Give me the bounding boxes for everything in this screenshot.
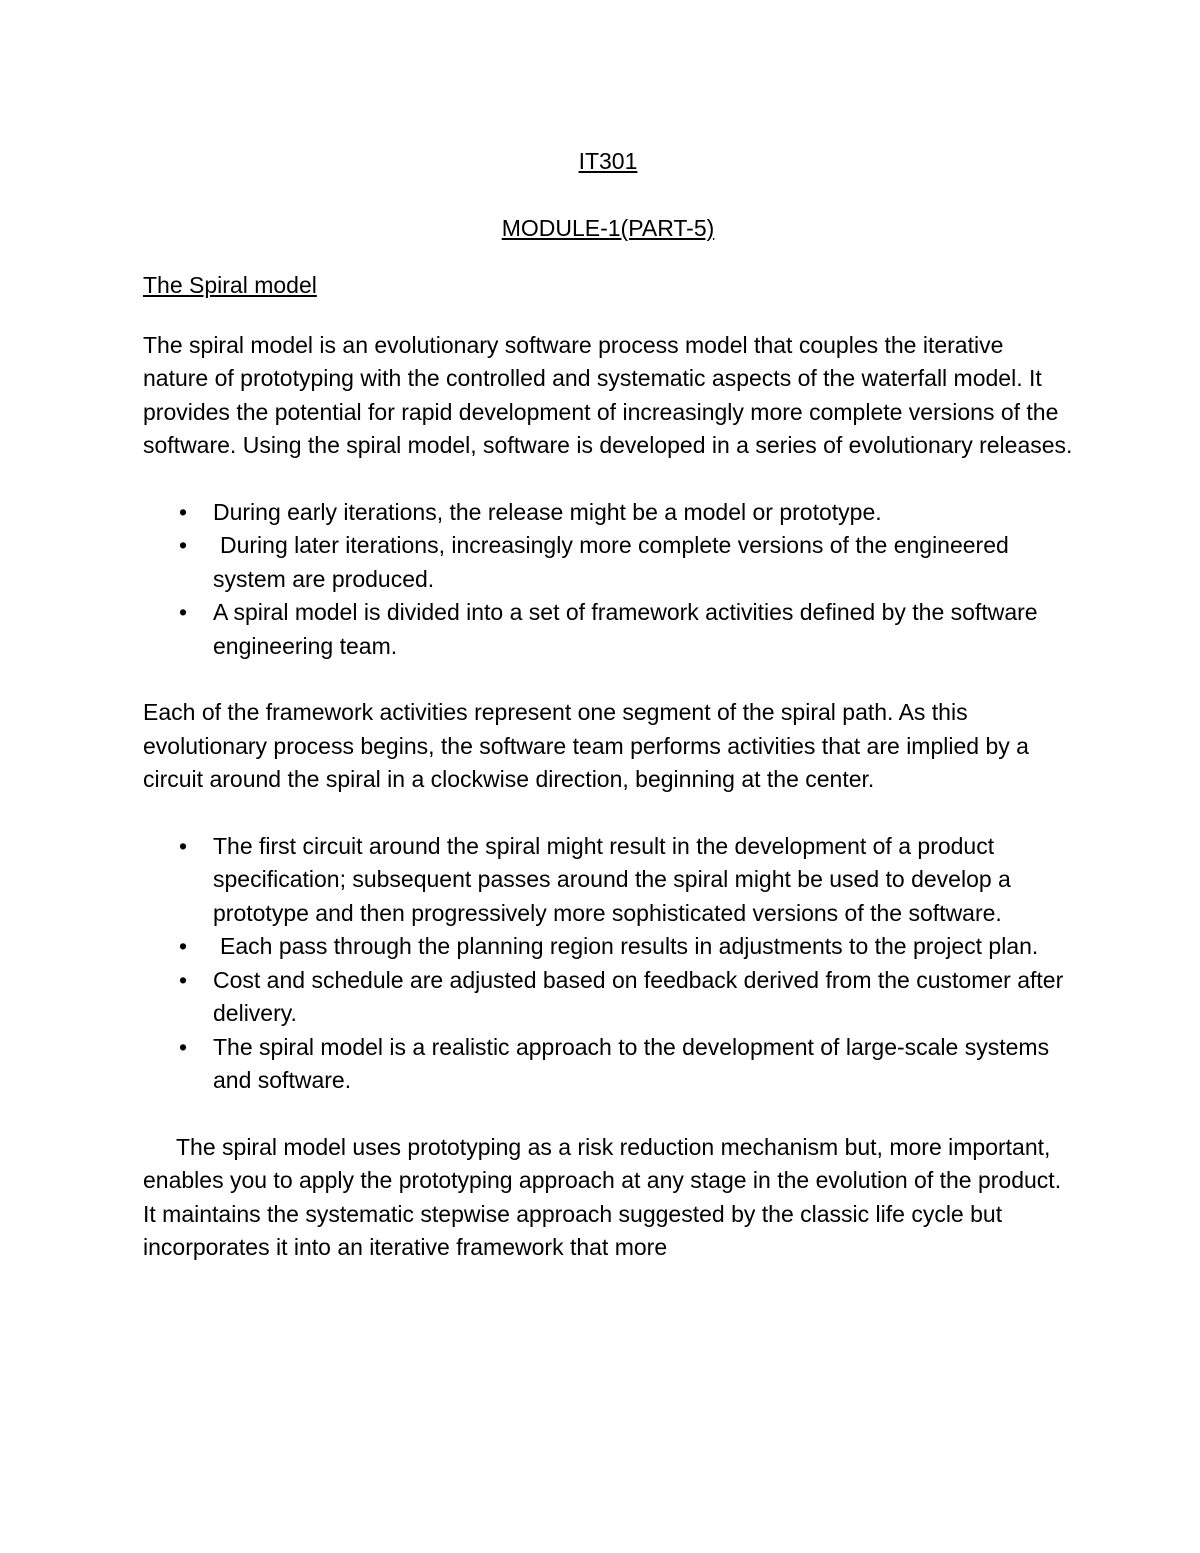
document-body	[143, 145, 1073, 1265]
bullet-icon: •	[178, 1033, 188, 1060]
list-item-text: The first circuit around the spiral might result in the development of a product specification; subsequent passes around the spiral might be used to develop a prototype and then progressively more sophisticated versions of the software.	[213, 832, 1011, 926]
bullet-list-iterations	[143, 496, 1073, 664]
module-heading: MODULE-1(PART-5)	[501, 214, 715, 241]
list-item	[143, 529, 1073, 596]
list-item-text: A spiral model is divided into a set of framework activities defined by the software engineering team.	[213, 599, 1038, 659]
list-item-text: Cost and schedule are adjusted based on feedback derived from the customer after delivery.	[213, 966, 1064, 1026]
course-code-heading: IT301	[578, 148, 638, 174]
list-item-text: During early iterations, the release might be a model or prototype.	[213, 498, 882, 525]
bullet-icon: •	[178, 832, 188, 859]
bullet-icon: •	[178, 498, 188, 525]
list-item	[143, 496, 1073, 530]
list-item	[143, 596, 1073, 663]
list-item	[143, 1031, 1073, 1098]
bullet-icon: •	[178, 933, 188, 959]
list-item	[143, 830, 1073, 931]
section-title: The Spiral model	[143, 272, 317, 298]
closing-paragraph: The spiral model uses prototyping as a risk reduction mechanism but, more important, enables you to apply the prototyping approach at any stage in the evolution of the product. It maintains the systematic stepwise approach suggested by the classic life cycle but incorporates it into an iterative framework that more	[143, 1133, 1062, 1260]
list-item-text: The spiral model is a realistic approach to the development of large-scale systems and software.	[213, 1033, 1050, 1093]
list-item	[143, 930, 1073, 964]
bullet-icon: •	[178, 532, 188, 558]
bullet-list-circuits	[143, 830, 1073, 1098]
list-item-text: During later iterations, increasingly more complete versions of the engineered system are produced.	[213, 532, 1009, 592]
list-item-text: Each pass through the planning region results in adjustments to the project plan.	[220, 933, 1039, 959]
list-item	[143, 964, 1073, 1031]
bullet-icon: •	[178, 966, 188, 993]
bullet-icon: •	[178, 599, 188, 625]
intro-paragraph: The spiral model is an evolutionary software process model that couples the iterative nature of prototyping with the controlled and systematic aspects of the waterfall model. It provides the potential for rapid development of increasingly more complete versions of the software. Using the spiral model, software is developed in a series of evolutionary releases.	[143, 331, 1073, 458]
framework-paragraph: Each of the framework activities represent one segment of the spiral path. As this evolutionary process begins, the software team performs activities that are implied by a circuit around the spiral in a clockwise direction, beginning at the center.	[143, 699, 1029, 792]
